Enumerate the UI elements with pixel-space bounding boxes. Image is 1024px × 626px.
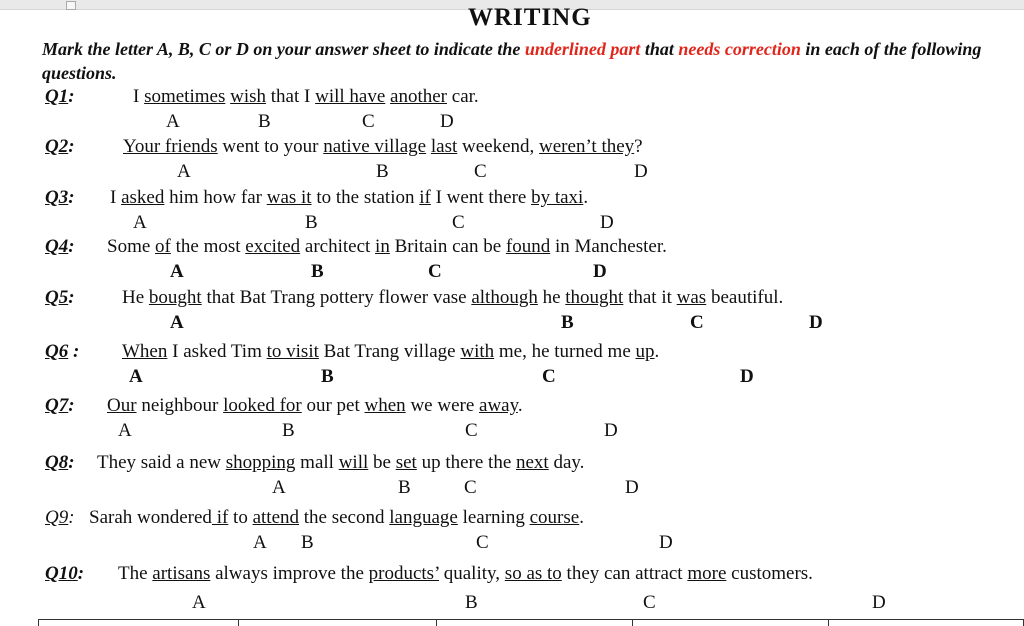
- question-separator: :: [68, 86, 75, 107]
- sentence-text: .: [517, 395, 523, 416]
- option-letter-a: A: [272, 477, 286, 498]
- sentence-text: quality,: [439, 563, 505, 584]
- instruction-highlight-underlined-part: underlined part: [524, 39, 641, 59]
- option-letter-c: C: [474, 161, 487, 182]
- underlined-part: although: [471, 287, 538, 308]
- option-letter-b: B: [311, 261, 324, 282]
- sentence-text: in Manchester.: [550, 236, 667, 257]
- sentence-text: They said a new: [97, 452, 226, 473]
- instructions: [42, 37, 1024, 85]
- sentence-text: Bat Trang village: [318, 341, 461, 362]
- option-letter-d: D: [604, 420, 618, 441]
- sentence-text: they can attract: [561, 563, 688, 584]
- question-number: Q2: [45, 136, 69, 157]
- option-letter-c: C: [428, 261, 442, 282]
- underlined-part: sometimes: [144, 86, 226, 107]
- question-label: [45, 395, 75, 417]
- underlined-part: asked: [121, 187, 165, 208]
- underlined-part: excited: [245, 236, 301, 257]
- sentence-text: car.: [447, 86, 479, 107]
- question-sentence: [107, 395, 523, 417]
- underlined-part: products’: [368, 563, 439, 584]
- question-number: Q8: [45, 452, 69, 473]
- underlined-part: next: [516, 452, 549, 473]
- question-separator: :: [68, 187, 75, 208]
- question-separator: :: [68, 507, 75, 528]
- question-sentence: [110, 187, 588, 209]
- option-letter-d: D: [600, 212, 614, 233]
- question-number: Q9: [45, 507, 69, 528]
- underlined-part: to visit: [266, 341, 319, 362]
- sentence-text: I: [133, 86, 145, 107]
- sentence-text: mall: [295, 452, 339, 473]
- sentence-text: to: [228, 507, 253, 528]
- underlined-part: when: [364, 395, 406, 416]
- option-letter-c: C: [690, 312, 704, 333]
- question-number: Q5: [45, 287, 69, 308]
- question-sentence: [122, 341, 659, 363]
- sentence-text: .: [579, 507, 584, 528]
- sentence-text: I went there: [430, 187, 532, 208]
- question-label: [45, 236, 75, 258]
- option-letter-d: D: [634, 161, 648, 182]
- question-label: [45, 507, 75, 529]
- question-sentence: [122, 287, 783, 309]
- underlined-part: language: [389, 507, 458, 528]
- underlined-part: last: [430, 136, 458, 157]
- instruction-highlight-needs-correction: needs correction: [678, 39, 801, 59]
- option-letter-b: B: [282, 420, 295, 441]
- option-letter-b: B: [301, 532, 314, 553]
- option-letter-a: A: [129, 366, 143, 387]
- option-letter-c: C: [476, 532, 489, 553]
- sentence-text: always improve the: [210, 563, 369, 584]
- sentence-text: ?: [634, 136, 643, 157]
- sentence-text: customers.: [726, 563, 813, 584]
- underlined-part: in: [375, 236, 390, 257]
- sentence-text: that it: [623, 287, 677, 308]
- sentence-text: be: [368, 452, 396, 473]
- option-letter-d: D: [872, 592, 886, 613]
- question-number: Q3: [45, 187, 69, 208]
- question-number: Q10: [45, 563, 78, 584]
- sentence-text: architect: [300, 236, 376, 257]
- underlined-part: will: [338, 452, 369, 473]
- underlined-part: native village: [323, 136, 427, 157]
- question-sentence: [107, 236, 667, 258]
- underlined-part: more: [687, 563, 727, 584]
- sentence-text: .: [583, 187, 589, 208]
- sentence-text: .: [654, 341, 660, 362]
- underlined-part: looked for: [223, 395, 302, 416]
- question-number: Q6: [45, 341, 69, 362]
- page-title: WRITING: [468, 4, 592, 31]
- question-label: [45, 341, 79, 363]
- option-letter-b: B: [561, 312, 574, 333]
- option-letter-b: B: [376, 161, 389, 182]
- sentence-text: learning: [457, 507, 530, 528]
- underlined-part: shopping: [225, 452, 296, 473]
- question-label: [45, 86, 75, 108]
- question-sentence: [89, 507, 584, 529]
- underlined-part: up: [635, 341, 655, 362]
- question-number: Q7: [45, 395, 69, 416]
- question-sentence: [97, 452, 584, 474]
- underlined-part: if: [419, 187, 431, 208]
- page-icon: [66, 1, 76, 10]
- instruction-text: Mark the letter A, B, C or D on your answer sheet to indicate the: [42, 39, 525, 59]
- sentence-text: that Bat Trang pottery flower vase: [201, 287, 472, 308]
- sentence-text: Britain can be: [389, 236, 506, 257]
- question-separator: :: [68, 136, 75, 157]
- instruction-text: that: [640, 39, 679, 59]
- sentence-text: him how far: [164, 187, 267, 208]
- sentence-text: The: [118, 563, 153, 584]
- question-sentence: [118, 563, 813, 585]
- option-letter-b: B: [258, 111, 271, 132]
- underlined-part: another: [390, 86, 448, 107]
- instruction-text: in each of the following questions.: [42, 39, 982, 83]
- sentence-text: the second: [299, 507, 390, 528]
- option-letter-a: A: [118, 420, 132, 441]
- sentence-text: Some: [107, 236, 156, 257]
- question-sentence: [133, 86, 479, 108]
- option-letter-a: A: [177, 161, 191, 182]
- option-letter-a: A: [170, 312, 184, 333]
- sentence-text: he: [537, 287, 566, 308]
- underlined-part: with: [460, 341, 495, 362]
- sentence-text: I asked Tim: [167, 341, 267, 362]
- underlined-part: When: [122, 341, 168, 362]
- sentence-text: the most: [170, 236, 246, 257]
- question-separator: :: [68, 341, 80, 362]
- option-letter-a: A: [166, 111, 180, 132]
- option-letter-c: C: [465, 420, 478, 441]
- underlined-part: weren’t they: [539, 136, 635, 157]
- option-letter-c: C: [542, 366, 556, 387]
- underlined-part: by taxi: [531, 187, 584, 208]
- option-letter-a: A: [170, 261, 184, 282]
- option-letter-d: D: [659, 532, 673, 553]
- option-letter-d: D: [809, 312, 823, 333]
- option-letter-d: D: [625, 477, 639, 498]
- option-letter-c: C: [464, 477, 477, 498]
- underlined-part: wish: [230, 86, 267, 107]
- sentence-text: weekend,: [457, 136, 540, 157]
- option-letter-b: B: [305, 212, 318, 233]
- question-sentence: [123, 136, 643, 158]
- sentence-text: beautiful.: [706, 287, 784, 308]
- sentence-text: we were: [405, 395, 480, 416]
- question-label: [45, 452, 75, 474]
- underlined-part: course: [529, 507, 580, 528]
- underlined-part: thought: [565, 287, 624, 308]
- underlined-part: Your friends: [123, 136, 218, 157]
- sentence-text: day.: [548, 452, 585, 473]
- sentence-text: I: [110, 187, 122, 208]
- sentence-text: up there the: [416, 452, 516, 473]
- question-label: [45, 187, 75, 209]
- sentence-text: me, he turned me: [494, 341, 636, 362]
- option-letter-c: C: [452, 212, 465, 233]
- option-letter-d: D: [440, 111, 454, 132]
- underlined-part: so as to: [504, 563, 562, 584]
- option-letter-c: C: [643, 592, 656, 613]
- option-letter-d: D: [593, 261, 607, 282]
- underlined-part: bought: [148, 287, 202, 308]
- sentence-text: neighbour: [136, 395, 224, 416]
- underlined-part: set: [395, 452, 417, 473]
- option-letter-a: A: [133, 212, 147, 233]
- option-letter-a: A: [192, 592, 206, 613]
- question-label: [45, 136, 75, 158]
- question-separator: :: [68, 287, 75, 308]
- option-letter-b: B: [398, 477, 411, 498]
- sentence-text: to the station: [311, 187, 420, 208]
- sentence-text: Sarah wondered: [89, 507, 212, 528]
- option-letter-c: C: [362, 111, 375, 132]
- underlined-part: will have: [315, 86, 386, 107]
- underlined-part: found: [505, 236, 551, 257]
- underlined-part: was: [676, 287, 707, 308]
- underlined-part: was it: [266, 187, 312, 208]
- sentence-text: our pet: [301, 395, 365, 416]
- sentence-text: that I: [266, 86, 316, 107]
- question-separator: :: [68, 236, 75, 257]
- sentence-text: went to your: [217, 136, 324, 157]
- option-letter-b: B: [465, 592, 478, 613]
- underlined-part: Our: [107, 395, 137, 416]
- option-letter-a: A: [253, 532, 267, 553]
- underlined-part: of: [155, 236, 171, 257]
- underlined-part: away: [479, 395, 518, 416]
- question-number: Q4: [45, 236, 69, 257]
- sentence-text: He: [122, 287, 149, 308]
- option-letter-b: B: [321, 366, 334, 387]
- question-label: [45, 287, 75, 309]
- question-label: [45, 563, 84, 585]
- underlined-part: attend: [252, 507, 300, 528]
- question-separator: :: [68, 395, 75, 416]
- underlined-part: artisans: [152, 563, 211, 584]
- question-number: Q1: [45, 86, 69, 107]
- option-letter-d: D: [740, 366, 754, 387]
- question-separator: :: [77, 563, 85, 584]
- underlined-part: if: [211, 507, 229, 528]
- question-separator: :: [68, 452, 75, 473]
